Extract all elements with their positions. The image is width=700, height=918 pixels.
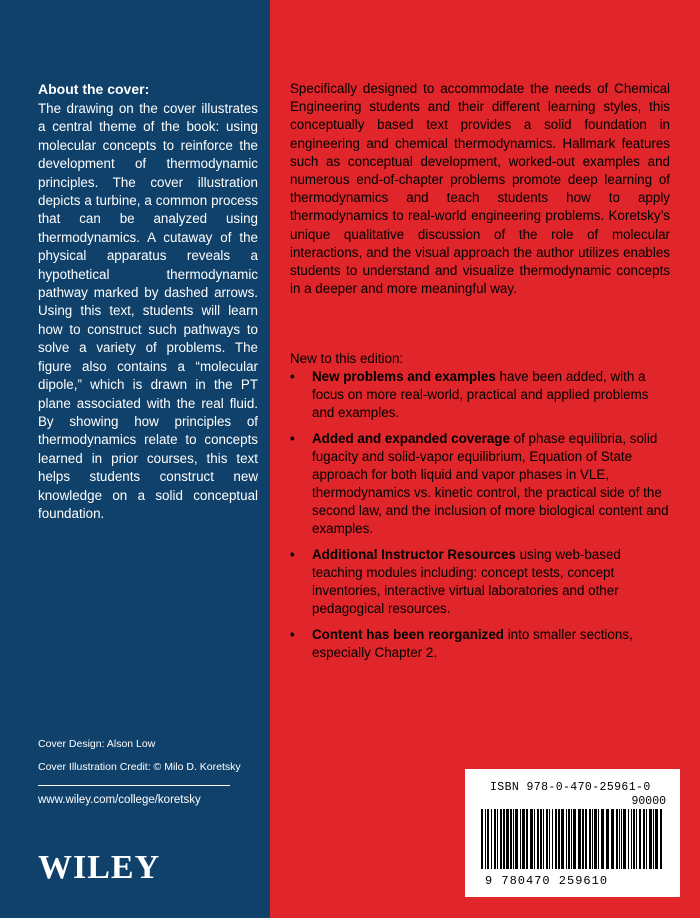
cover-illustration-credit: Cover Illustration Credit: © Milo D. Koretsky	[38, 761, 241, 773]
list-item	[290, 430, 670, 538]
cover-design-credit: Cover Design: Alson Low	[38, 738, 156, 750]
bullet-icon: •	[290, 431, 295, 446]
barcode-digits: 9 780470 259610	[485, 874, 609, 888]
divider	[38, 785, 230, 786]
list-item	[290, 546, 670, 618]
feature-text: into smaller sections, especially Chapter 2.	[312, 627, 633, 660]
website-link[interactable]: www.wiley.com/college/koretsky	[38, 794, 201, 806]
bullet-icon: •	[290, 547, 295, 562]
barcode-box	[465, 769, 680, 897]
left-panel	[0, 0, 270, 918]
feature-lead: Content has been reorganized	[312, 627, 504, 642]
feature-text: of phase equilibria, solid fugacity and solid-vapor equilibrium, Equation of State approach for both liquid and vapor phases in VLE, thermodynamics vs. kinetic control, the practical side of the second law, and the inclusion of more biological content and examples.	[312, 431, 669, 536]
wiley-logo: WILEY	[38, 849, 161, 886]
bullet-icon: •	[290, 369, 295, 384]
about-cover-title: About the cover:	[38, 81, 150, 97]
barcode-icon	[475, 809, 670, 873]
isbn-text: ISBN 978-0-470-25961-0	[490, 781, 651, 794]
feature-lead: Added and expanded coverage	[312, 431, 510, 446]
about-cover-body: The drawing on the cover illustrates a central theme of the book: using molecular concepts to reinforce the development of thermodynamic principles. The cover illustration depicts a turbine, a common process that can be analyzed using thermodynamics. A cutaway of the physical apparatus reveals a hypothetical thermodynamic pathway marked by dashed arrows. Using this text, students will learn how to construct such pathways to solve a variety of problems. The figure also contains a “molecular dipole,” which is drawn in the PT plane associated with the real fluid. By showing how principles of thermodynamics relate to concepts learned in prior courses, this text helps students construct new knowledge on a solid conceptual foundation.	[38, 101, 258, 521]
feature-lead: New problems and examples	[312, 369, 496, 384]
feature-text: have been added, with a focus on more real-world, practical and applied problems and examples.	[312, 369, 649, 420]
price-code: 90000	[631, 795, 666, 808]
credits	[38, 737, 258, 783]
new-edition-heading: New to this edition:	[290, 351, 404, 366]
intro-paragraph: Specifically designed to accommodate the needs of Chemical Engineering students and their different learning styles, this conceptually based text provides a solid foundation in engineering and chemical thermodynamics. Hallmark features such as conceptual development, worked-out examples and numerous end-of-chapter problems promote deep learning of thermodynamics and teach students how to apply thermodynamics to real-world engineering problems. Koretsky’s unique qualitative discussion of the role of molecular interactions, and the visual approach the author utilizes enables students to understand and visualize thermodynamic concepts in a deeper and more meaningful way.	[290, 81, 670, 297]
feature-lead: Additional Instructor Resources	[312, 547, 516, 562]
feature-text: using web-based teaching modules including: concept tests, concept inventories, interactive virtual laboratories and other pedagogical resources.	[312, 547, 621, 616]
list-item	[290, 368, 670, 422]
list-item	[290, 626, 670, 662]
bullet-icon: •	[290, 627, 295, 642]
feature-list	[290, 368, 670, 670]
